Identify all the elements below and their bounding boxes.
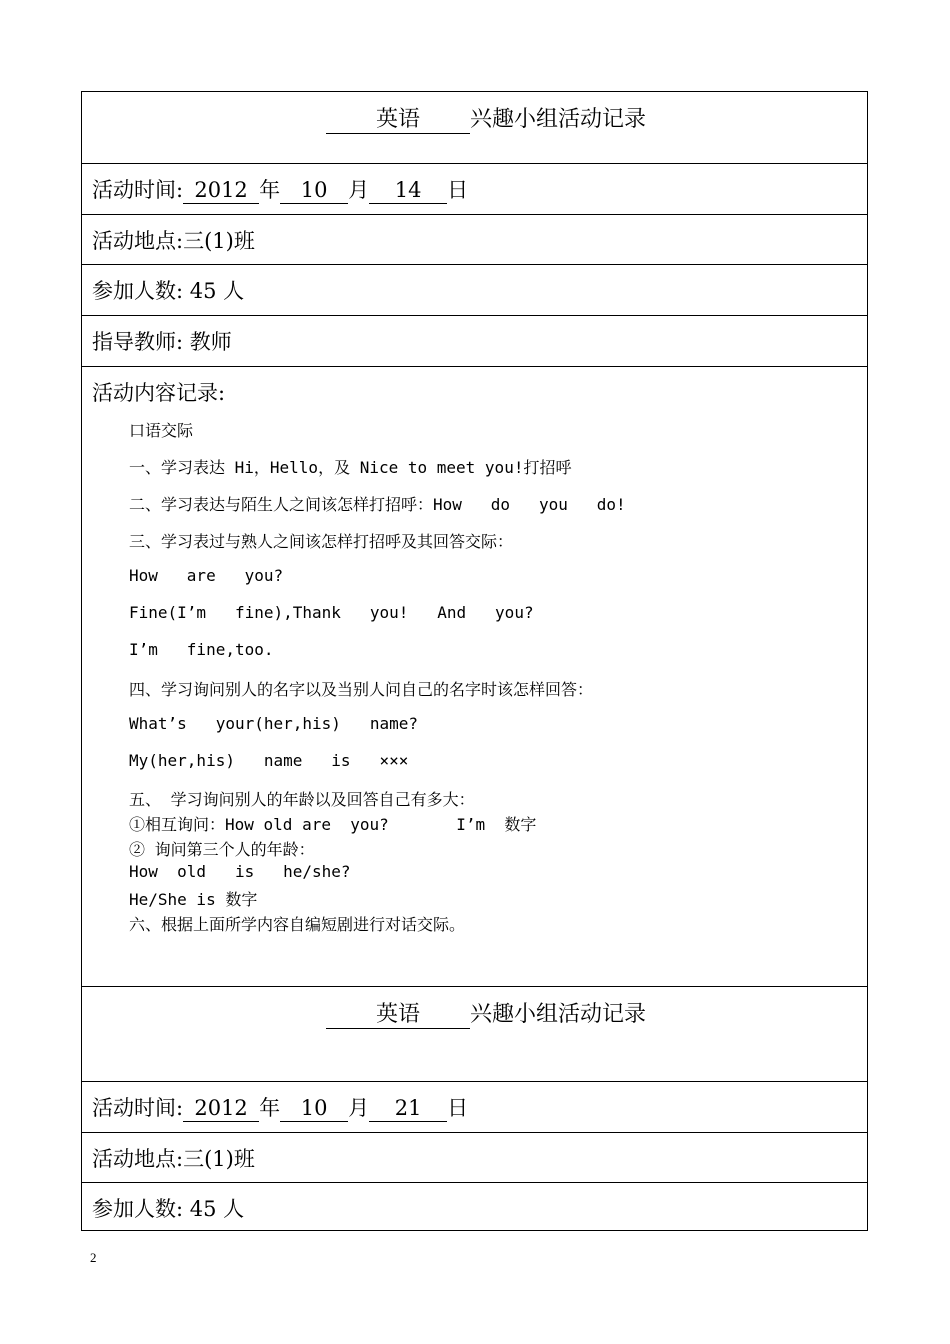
record1-content-row bbox=[82, 367, 867, 987]
day-unit: 日 bbox=[447, 178, 469, 202]
content-line: I’m fine,too. bbox=[129, 640, 274, 659]
year-value: 2012 bbox=[183, 1095, 259, 1122]
record1-time bbox=[92, 174, 468, 204]
time-label: 活动时间: bbox=[92, 1096, 184, 1120]
month-unit: 月 bbox=[348, 1096, 370, 1120]
day-value: 21 bbox=[369, 1095, 447, 1122]
record1-title-row bbox=[82, 92, 867, 164]
content-line: My(her,his) name is ××× bbox=[129, 751, 409, 770]
content-line: He/She is 数字 bbox=[129, 890, 258, 909]
record1-subject: 英语 bbox=[326, 102, 470, 134]
content-label: 活动内容记录: bbox=[92, 381, 226, 405]
content-line: 口语交际 bbox=[129, 421, 194, 440]
record1-title bbox=[326, 102, 646, 134]
record-table bbox=[81, 91, 868, 1231]
record1-time-row bbox=[82, 164, 867, 215]
content-line: 一、学习表达 Hi，Hello，及 Nice to meet you!打招呼 bbox=[129, 458, 572, 477]
time-label: 活动时间: bbox=[92, 178, 184, 202]
content-line: 三、学习表过与熟人之间该怎样打招呼及其回答交际： bbox=[129, 532, 514, 551]
record2-title-row bbox=[82, 987, 867, 1082]
record1-count: 参加人数: 45 人 bbox=[92, 279, 245, 303]
day-unit: 日 bbox=[447, 1096, 469, 1120]
record1-place-row bbox=[82, 215, 867, 265]
content-line: How old is he/she? bbox=[129, 862, 351, 881]
record1-place: 活动地点:三(1)班 bbox=[92, 229, 255, 253]
year-unit: 年 bbox=[259, 1096, 281, 1120]
day-value: 14 bbox=[369, 177, 447, 204]
record2-count-row bbox=[82, 1183, 867, 1232]
record1-title-text: 兴趣小组活动记录 bbox=[470, 107, 647, 132]
record1-teacher-row bbox=[82, 316, 867, 367]
content-line: ①相互询问：How old are you? I’m 数字 bbox=[129, 815, 537, 834]
record2-time bbox=[92, 1092, 468, 1122]
record2-subject: 英语 bbox=[326, 997, 470, 1029]
record2-place-row bbox=[82, 1133, 867, 1183]
content-line: 四、学习询问别人的名字以及当别人问自己的名字时该怎样回答： bbox=[129, 680, 594, 699]
content-line: How are you? bbox=[129, 566, 284, 585]
record1-teacher: 指导教师: 教师 bbox=[92, 330, 232, 354]
page-number: 2 bbox=[90, 1250, 97, 1265]
content-line: ② 询问第三个人的年龄： bbox=[129, 840, 315, 859]
year-value: 2012 bbox=[183, 177, 259, 204]
content-line: 五、 学习询问别人的年龄以及回答自己有多大： bbox=[129, 790, 475, 809]
record2-place: 活动地点:三(1)班 bbox=[92, 1147, 255, 1171]
record2-time-row bbox=[82, 1082, 867, 1133]
content-line: 六、根据上面所学内容自编短剧进行对话交际。 bbox=[129, 915, 466, 934]
record2-count: 参加人数: 45 人 bbox=[92, 1197, 245, 1221]
month-value: 10 bbox=[280, 1095, 348, 1122]
year-unit: 年 bbox=[259, 178, 281, 202]
content-line: Fine(I’m fine),Thank you! And you? bbox=[129, 603, 534, 622]
record2-title-text: 兴趣小组活动记录 bbox=[470, 1002, 647, 1027]
record2-title bbox=[326, 997, 646, 1029]
content-line: What’s your(her,his) name? bbox=[129, 714, 418, 733]
record1-count-row bbox=[82, 265, 867, 316]
month-unit: 月 bbox=[348, 178, 370, 202]
month-value: 10 bbox=[280, 177, 348, 204]
content-line: 二、学习表达与陌生人之间该怎样打招呼：How do you do! bbox=[129, 495, 626, 514]
